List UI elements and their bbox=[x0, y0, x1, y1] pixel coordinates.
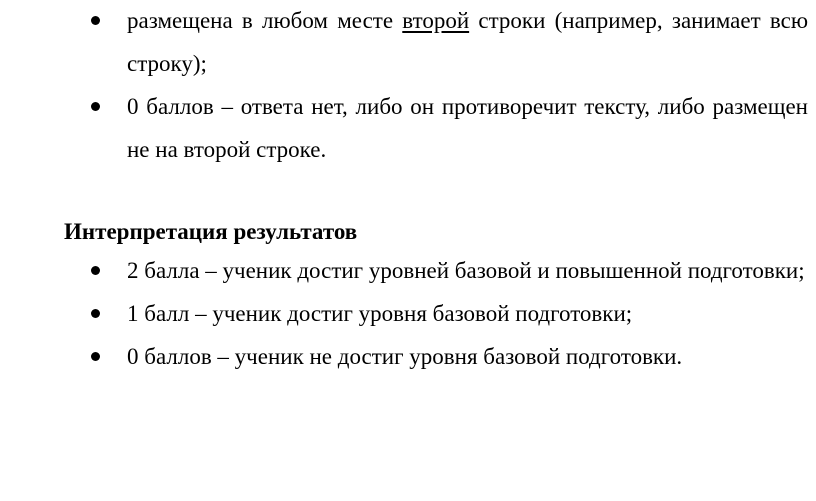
list-item-text-start: размещена в любом месте bbox=[127, 8, 403, 33]
results-list bbox=[0, 249, 816, 378]
underlined-word: второй bbox=[402, 8, 470, 33]
list-item bbox=[0, 292, 816, 335]
criteria-list bbox=[0, 0, 816, 171]
list-item-text: 0 баллов – ученик не достиг уровня базовой подготовки. bbox=[127, 344, 683, 369]
bullet-icon bbox=[91, 16, 100, 25]
list-item-text: 1 балл – ученик достиг уровня базовой подготовки; bbox=[127, 301, 633, 326]
list-item bbox=[0, 0, 816, 85]
list-item-text-end: строки (например, занимает всю строку); bbox=[127, 8, 809, 76]
list-item bbox=[0, 249, 816, 292]
list-item-text: 2 балла – ученик достиг уровней базовой и повышенной подготовки; bbox=[127, 258, 805, 283]
list-item bbox=[0, 335, 816, 378]
bullet-icon bbox=[91, 102, 100, 111]
list-item-text: 0 баллов – ответа нет, либо он противоречит тексту, либо размещен не на второй строке. bbox=[127, 94, 808, 162]
section-heading: Интерпретация результатов bbox=[64, 219, 358, 244]
bullet-icon bbox=[91, 352, 100, 361]
bullet-icon bbox=[91, 266, 100, 275]
bullet-icon bbox=[91, 309, 100, 318]
list-item bbox=[0, 85, 816, 171]
